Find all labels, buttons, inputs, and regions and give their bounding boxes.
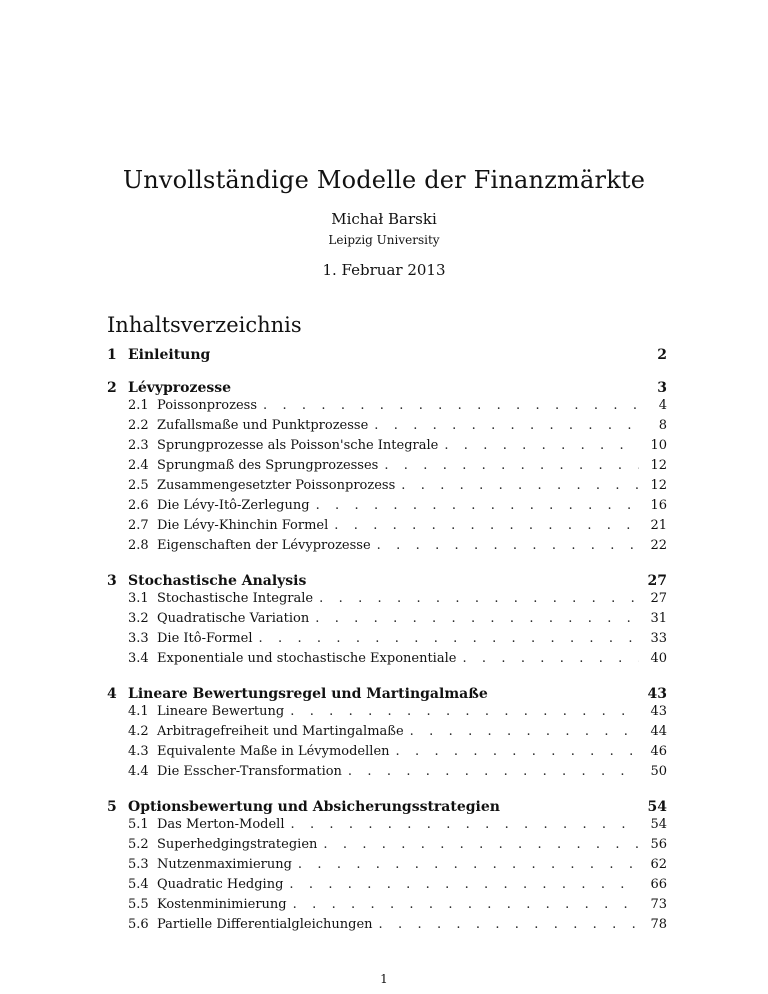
- toc-subsection-title: Die Lévy-Itô-Zerlegung: [157, 498, 310, 513]
- toc-section: [107, 380, 667, 398]
- toc-subsection-number: 2.3: [128, 438, 149, 453]
- dot-leader: [290, 817, 639, 832]
- dot-leader: [290, 704, 639, 719]
- toc-subsection-title: Equivalente Maße in Lévymodellen: [157, 744, 390, 759]
- toc-subsection: [128, 724, 667, 744]
- toc-subsection-number: 4.3: [128, 744, 149, 759]
- toc-subsection-page: 43: [650, 704, 667, 719]
- toc-heading: Inhaltsverzeichnis: [107, 313, 302, 337]
- toc-subsection-title: Die Itô-Formel: [157, 631, 253, 646]
- toc-section-page: 27: [647, 573, 667, 589]
- toc-subsection: [128, 744, 667, 764]
- toc-subsection-number: 2.7: [128, 518, 149, 533]
- toc-subsection-page: 27: [650, 591, 667, 606]
- toc-subsection-page: 62: [650, 857, 667, 872]
- toc-subsection-title: Quadratische Variation: [157, 611, 310, 626]
- toc-subsection-number: 3.2: [128, 611, 149, 626]
- toc-subsection-title: Superhedgingstrategien: [157, 837, 318, 852]
- toc-subsection: [128, 478, 667, 498]
- toc-subsection-page: 10: [650, 438, 667, 453]
- toc-subsection-page: 31: [650, 611, 667, 626]
- toc-subsection-title: Nutzenmaximierung: [157, 857, 292, 872]
- toc-subsection: [128, 631, 667, 651]
- document-title: Unvollständige Modelle der Finanzmärkte: [122, 166, 646, 194]
- toc-subsection-number: 3.3: [128, 631, 149, 646]
- toc-subsection-number: 5.4: [128, 877, 149, 892]
- toc-section-page: 3: [657, 380, 667, 396]
- toc-subsection-title: Kostenminimierung: [157, 897, 287, 912]
- dot-leader: [263, 398, 639, 413]
- dot-leader: [374, 418, 639, 433]
- toc-section-title: Stochastische Analysis: [128, 573, 307, 589]
- toc-subsection-page: 8: [658, 418, 667, 433]
- toc-subsection-number: 2.2: [128, 418, 149, 433]
- dot-leader: [377, 538, 639, 553]
- toc-subsection-number: 5.6: [128, 917, 149, 932]
- toc-subsection-page: 73: [650, 897, 667, 912]
- toc-subsection-number: 2.4: [128, 458, 149, 473]
- table-of-contents: [107, 347, 667, 937]
- toc-subsection-number: 3.4: [128, 651, 149, 666]
- toc-subsection: [128, 398, 667, 418]
- toc-subsection-number: 2.6: [128, 498, 149, 513]
- toc-section-number: 1: [107, 347, 117, 363]
- toc-subsection-title: Eigenschaften der Lévyprozesse: [157, 538, 371, 553]
- dot-leader: [401, 478, 639, 493]
- dot-leader: [462, 651, 639, 666]
- dot-leader: [323, 837, 639, 852]
- toc-section-title: Einleitung: [128, 347, 211, 363]
- toc-subsection-number: 2.8: [128, 538, 149, 553]
- toc-subsection-title: Lineare Bewertung: [157, 704, 285, 719]
- toc-subsection-title: Die Lévy-Khinchin Formel: [157, 518, 329, 533]
- toc-section: [107, 347, 667, 365]
- toc-subsection-title: Stochastische Integrale: [157, 591, 314, 606]
- toc-subsection-title: Die Esscher-Transformation: [157, 764, 342, 779]
- toc-section-number: 4: [107, 686, 117, 702]
- dot-leader: [289, 877, 639, 892]
- date: 1. Februar 2013: [322, 261, 446, 279]
- toc-subsection-number: 5.5: [128, 897, 149, 912]
- toc-subsection-title: Quadratic Hedging: [157, 877, 284, 892]
- toc-subsection-number: 2.5: [128, 478, 149, 493]
- toc-subsection-number: 3.1: [128, 591, 149, 606]
- toc-subsection-number: 5.1: [128, 817, 149, 832]
- toc-subsection-number: 2.1: [128, 398, 149, 413]
- toc-subsection-number: 5.3: [128, 857, 149, 872]
- toc-section-page: 54: [647, 799, 667, 815]
- toc-subsection-title: Partielle Differentialgleichungen: [157, 917, 373, 932]
- dot-leader: [348, 764, 639, 779]
- toc-subsection: [128, 458, 667, 478]
- dot-leader: [293, 897, 639, 912]
- toc-subsection: [128, 857, 667, 877]
- toc-subsection: [128, 764, 667, 784]
- toc-subsection-title: Exponentiale und stochastische Exponentiale: [157, 651, 457, 666]
- toc-subsection-page: 44: [650, 724, 667, 739]
- dot-leader: [396, 744, 639, 759]
- toc-subsection-title: Zusammengesetzter Poissonprozess: [157, 478, 396, 493]
- dot-leader: [384, 458, 639, 473]
- toc-subsection-page: 33: [650, 631, 667, 646]
- dot-leader: [444, 438, 639, 453]
- toc-subsection-page: 40: [650, 651, 667, 666]
- toc-subsection-title: Arbitragefreiheit und Martingalmaße: [157, 724, 404, 739]
- toc-subsection-title: Poissonprozess: [157, 398, 257, 413]
- toc-section-page: 43: [647, 686, 667, 702]
- toc-subsection-title: Sprungmaß des Sprungprozesses: [157, 458, 379, 473]
- toc-subsection-title: Das Merton-Modell: [157, 817, 285, 832]
- toc-subsection-page: 12: [650, 458, 667, 473]
- toc-section-number: 2: [107, 380, 117, 396]
- toc-subsection-title: Zufallsmaße und Punktprozesse: [157, 418, 369, 433]
- dot-leader: [410, 724, 639, 739]
- dot-leader: [259, 631, 639, 646]
- toc-subsection-title: Sprungprozesse als Poisson'sche Integrale: [157, 438, 439, 453]
- affiliation: Leipzig University: [328, 233, 440, 247]
- toc-subsection-page: 54: [650, 817, 667, 832]
- toc-subsection-page: 21: [650, 518, 667, 533]
- toc-subsection-number: 4.1: [128, 704, 149, 719]
- dot-leader: [334, 518, 639, 533]
- dot-leader: [379, 917, 639, 932]
- dot-leader: [319, 591, 639, 606]
- toc-subsection: [128, 651, 667, 671]
- toc-subsection-number: 4.2: [128, 724, 149, 739]
- toc-subsection-page: 16: [650, 498, 667, 513]
- toc-subsection: [128, 877, 667, 897]
- toc-subsection-page: 50: [650, 764, 667, 779]
- toc-subsection-number: 5.2: [128, 837, 149, 852]
- toc-subsection: [128, 817, 667, 837]
- toc-subsection: [128, 591, 667, 611]
- toc-section-title: Lévyprozesse: [128, 380, 232, 396]
- toc-subsection: [128, 611, 667, 631]
- toc-subsection: [128, 837, 667, 857]
- toc-subsection: [128, 704, 667, 724]
- toc-subsection: [128, 518, 667, 538]
- toc-section: [107, 573, 667, 591]
- toc-subsection-page: 4: [658, 398, 667, 413]
- dot-leader: [316, 498, 639, 513]
- toc-section-title: Optionsbewertung und Absicherungsstrategien: [128, 799, 500, 815]
- toc-section: [107, 686, 667, 704]
- toc-section-title: Lineare Bewertungsregel und Martingalmaße: [128, 686, 488, 702]
- toc-section-number: 3: [107, 573, 117, 589]
- toc-subsection: [128, 917, 667, 937]
- toc-subsection: [128, 438, 667, 458]
- toc-section: [107, 799, 667, 817]
- toc-subsection: [128, 418, 667, 438]
- toc-subsection: [128, 498, 667, 518]
- toc-subsection: [128, 897, 667, 917]
- toc-subsection-page: 66: [650, 877, 667, 892]
- author: Michał Barski: [331, 210, 437, 228]
- dot-leader: [315, 611, 639, 626]
- toc-section-page: 2: [657, 347, 667, 363]
- toc-subsection-page: 78: [650, 917, 667, 932]
- toc-subsection-page: 12: [650, 478, 667, 493]
- dot-leader: [298, 857, 639, 872]
- toc-subsection-number: 4.4: [128, 764, 149, 779]
- toc-subsection: [128, 538, 667, 558]
- toc-subsection-page: 22: [650, 538, 667, 553]
- toc-section-number: 5: [107, 799, 117, 815]
- page-number: 1: [380, 972, 388, 986]
- toc-subsection-page: 46: [650, 744, 667, 759]
- toc-subsection-page: 56: [650, 837, 667, 852]
